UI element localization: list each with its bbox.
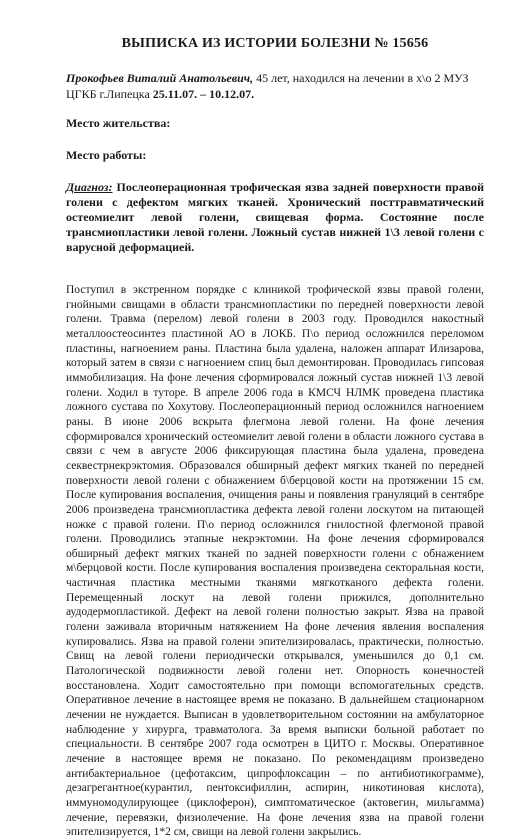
diagnosis xyxy=(66,180,484,255)
patient-details: 45 лет, находился на лечении в х\о 2 МУЗ ЦГКБ г.Липецка xyxy=(66,71,469,101)
diagnosis-label: Диагноз: xyxy=(66,180,113,194)
work-label: Место работы: xyxy=(66,148,147,162)
patient-name: Прокофьев Виталий Анатольевич, xyxy=(66,71,254,85)
medical-history-text: Поступил в экстренном порядке с клиникой трофической язвы правой голени, гнойными свищами в области трансмиопластики по передней поверхности левой голени. Травма (перелом) левой голени в 2003 году. Проводился накостный металлоостеосинтез пластиной АО в ЛОКБ. П\о период осложнился переломом пластины, нагноением раны. Пластина была удалена, наложен аппарат Илизарова, который затем в связи с нагноением спиц был демонтирован. Проводилась гипсовая иммобилизация. На фоне лечения сформировался ложный сустав нижней 1\3 левой голени. Ходил в туторе. В апреле 2006 года в КМСЧ НЛМК проведена пластика ложного сустава по Хохутову. Послеоперационный период осложнился нагноением раны. В июне 2006 вскрыта флегмона левой голени. На фоне лечения сформировался хронический остеомиелит левой голени в области ложного сустава в связи с чем в августе 2006 фиксирующая пластина была удалена, проведена секвестрнекрэктомия. Образовался обширный дефект мягких тканей по передней поверхности левой голени с обнажением б\берцовой кости на протяжении 15 см. После купирования воспаления, очищения раны и появления грануляций в сентябре 2006 произведена трансмиопластика дефекта левой голени лоскутом на питающей ножке с правой голени. П\о период осложнился гнилостной флегмоной правой голени. Проводились этапные некрэктомии. На фоне лечения сформировался обширный дефект мягких тканей по задней поверхности голени с обнажением м\берцовой кости. После купирования воспаления произведена секторальная кости, частичная пластика местными тканями мягкотканого дефекта голени. Перемещенный лоскут на левой голени прижился, дополнительно аудодермопластикой. Дефект на левой голени полностью закрыт. Язва на правой голени заживала вторичным натяжением На фоне лечения явления воспаления купировались. Язва на правой голени эпителизировалась, практически, полностью. Свищ на левой голени периодически открывался, уменьшился до 0,1 см. Патологической подвижности левой голени нет. Опорность конечностей восстановлена. Ходит самостоятельно при помощи вспомогательных средств. Оперативное лечение в настоящее время не показано. В дальнейшем стационарном лечении не нуждается. Выписан в удовлетворительном состоянии на амбулаторное наблюдение у хирурга, травматолога. За время выписки больной работает по специальности. В сентябре 2007 года осмотрен в ЦИТО г. Москвы. Оперативное лечение в настоящее время не показано. По рекомендациям произведено антибактериальное (цефотаксим, ципрофлоксацин – по антибиотикограмме), дезагрегантное(курантил, пентоксифиллин, аспирин, никотиновая кислота), иммуномодулирующее (циклоферон), симптоматическое (актовегин, мильгамма) лечение, перевязки, физиолечение. На фоне лечения язва на правой голени эпителизируется, 1*2 см, свищи на левой голени закрылись. xyxy=(66,284,484,839)
residence-label: Место жительства: xyxy=(66,116,171,130)
document-title: ВЫПИСКА ИЗ ИСТОРИИ БОЛЕЗНИ № 15656 xyxy=(121,36,429,51)
patient-info xyxy=(66,70,484,102)
treatment-dates: 25.11.07. – 10.12.07. xyxy=(152,87,255,101)
diagnosis-text: Послеоперационная трофическая язва задней поверхности правой голени с дефектом мягких тканей. Хронический посттравматический остеомиелит левой голени, свищевая форма. Состояние после трансмиопластики левой голени. Ложный сустав нижней 1\3 левой голени с варусной деформацией. xyxy=(66,180,484,254)
